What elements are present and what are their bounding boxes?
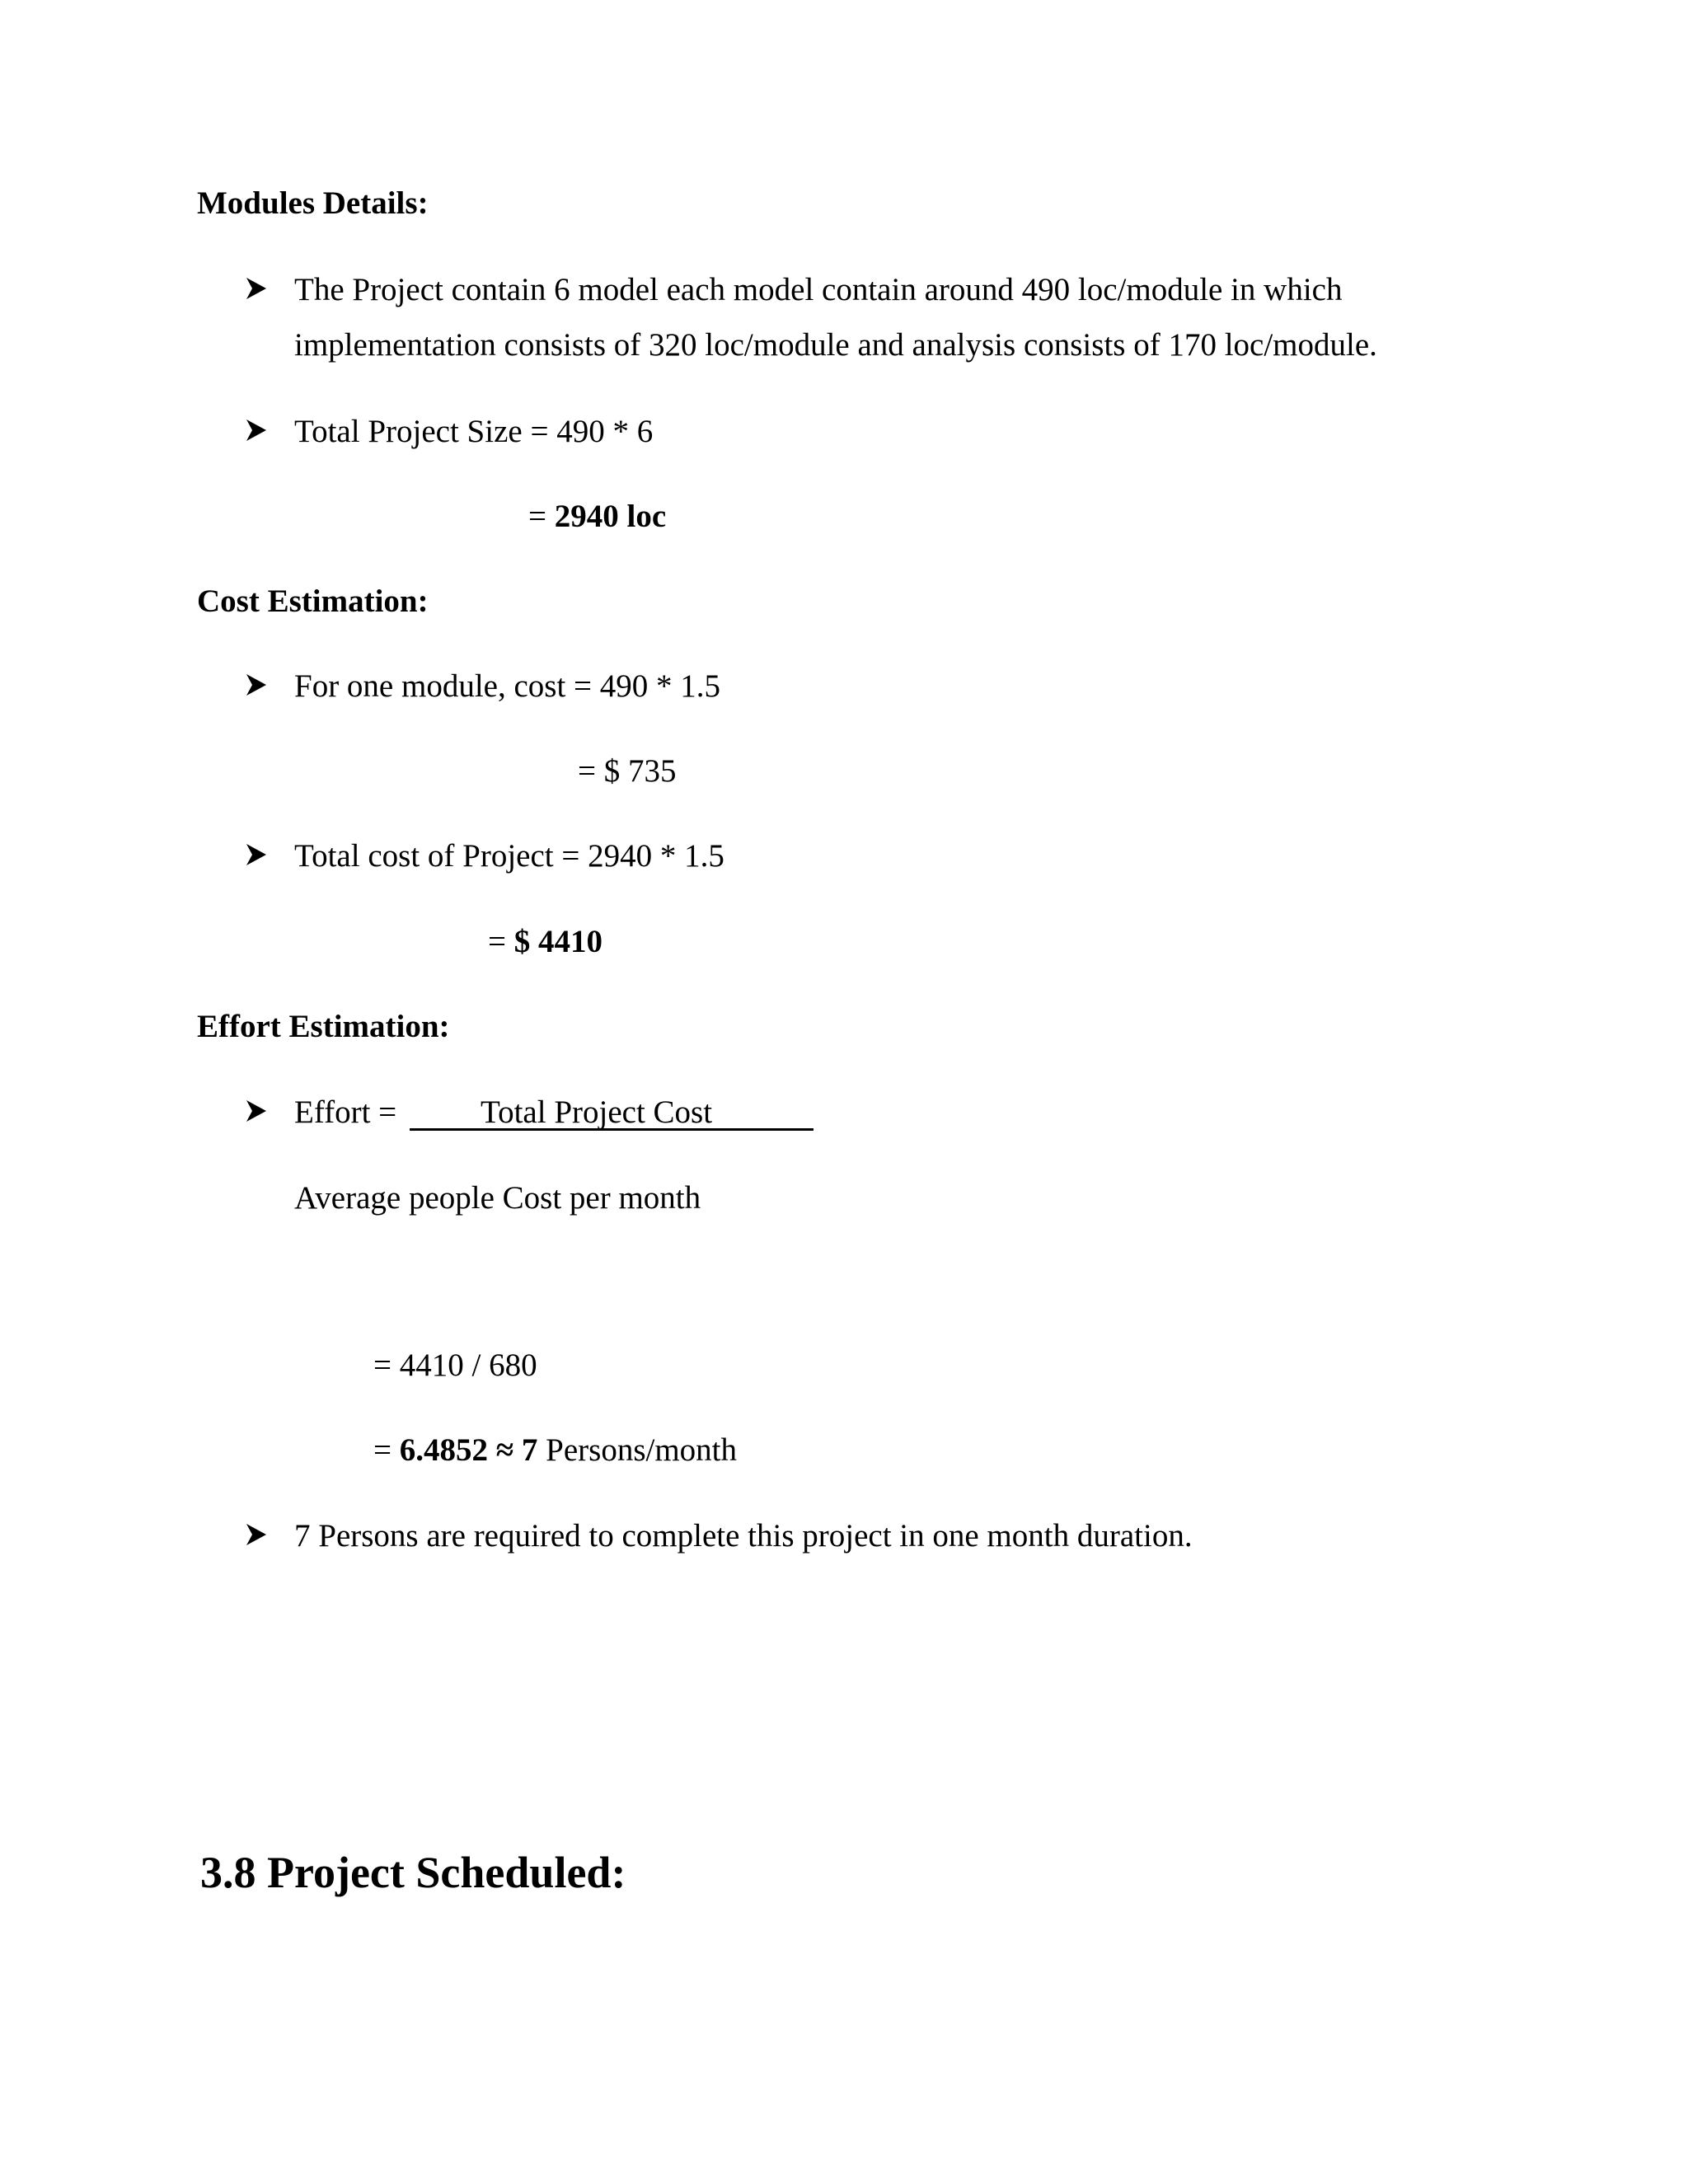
arrowhead-bullet-icon: [246, 843, 267, 866]
section-heading: 3.8 Project Scheduled:: [200, 1848, 626, 1897]
effort-denominator: Average people Cost per month: [294, 1180, 701, 1216]
modules-heading: Modules Details:: [197, 185, 429, 221]
modules-bullet-2: Total Project Size = 490 * 6: [294, 414, 654, 449]
cost-bullet-1-result: = $ 735: [578, 753, 677, 789]
arrowhead-bullet-icon: [246, 277, 267, 300]
fraction-bar: [410, 1096, 814, 1131]
effort-heading: Effort Estimation:: [197, 1009, 450, 1044]
cost-bullet-1: For one module, cost = 490 * 1.5: [294, 668, 721, 704]
effort-step-2: [373, 1434, 737, 1466]
cost-result-value: $ 4410: [513, 924, 603, 959]
arrowhead-bullet-icon: [246, 419, 267, 442]
effort-conclusion: 7 Persons are required to complete this project in one month duration.: [294, 1518, 1193, 1554]
effort-numerator-text: Total Project Cost: [481, 1094, 713, 1130]
modules-result-value: 2940 loc: [554, 499, 667, 534]
effort-label: Effort =: [294, 1094, 397, 1130]
cost-result-prefix: =: [488, 924, 514, 959]
cost-bullet-2-result: [488, 926, 603, 958]
arrowhead-bullet-icon: [246, 1099, 267, 1122]
arrowhead-bullet-icon: [246, 1523, 267, 1546]
modules-bullet-1-line-2: implementation consists of 320 loc/module and analysis consists of 170 loc/module.: [294, 327, 1377, 363]
modules-result: [528, 500, 666, 532]
arrowhead-bullet-icon: [246, 673, 267, 696]
effort-step-2-prefix: =: [373, 1432, 400, 1468]
modules-bullet-1-line-1: The Project contain 6 model each model contain around 490 loc/module in which: [294, 272, 1343, 307]
effort-step-2-value: 6.4852 ≈ 7: [399, 1432, 538, 1468]
effort-step-2-suffix: Persons/month: [537, 1432, 738, 1468]
cost-heading: Cost Estimation:: [197, 583, 429, 619]
cost-bullet-2: Total cost of Project = 2940 * 1.5: [294, 838, 724, 874]
effort-fraction-numerator: [410, 1096, 814, 1132]
modules-result-prefix: =: [528, 499, 555, 534]
effort-step-1: = 4410 / 680: [373, 1347, 537, 1383]
